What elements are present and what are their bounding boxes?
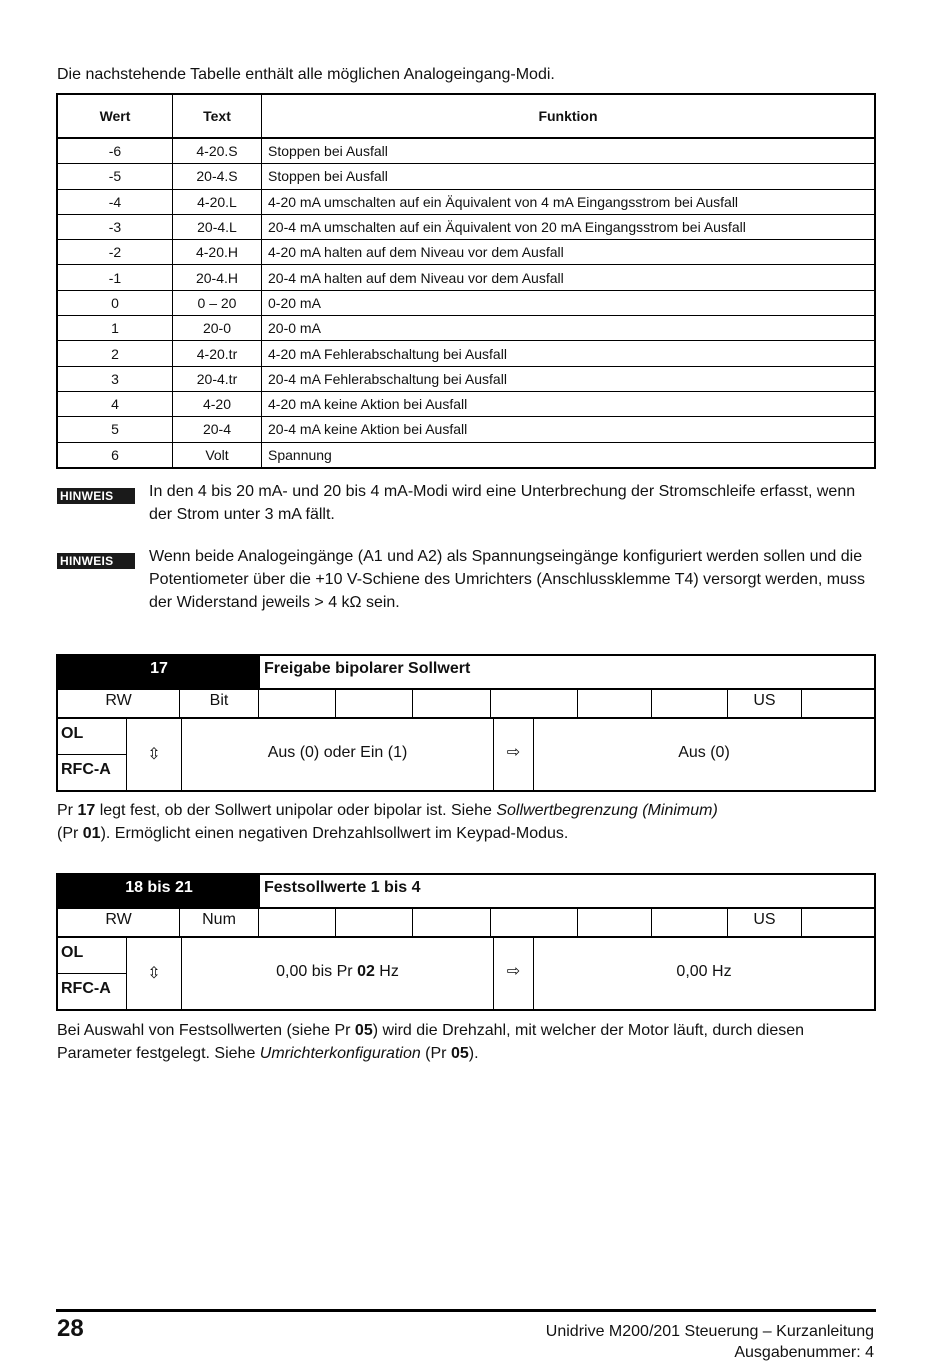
text-cell: 4-20.L bbox=[173, 189, 262, 214]
page-number: 28 bbox=[57, 1315, 84, 1342]
table-row bbox=[57, 290, 875, 315]
value-cell: 4 bbox=[57, 391, 173, 416]
table-row bbox=[57, 240, 875, 265]
empty-cell bbox=[413, 909, 491, 936]
empty-cell bbox=[259, 690, 336, 717]
note-badge: HINWEIS bbox=[57, 488, 135, 504]
parameter-box-17 bbox=[56, 654, 876, 792]
range-cell: Aus (0) oder Ein (1) bbox=[182, 719, 494, 790]
value-cell: -2 bbox=[57, 240, 173, 265]
function-cell: Stoppen bei Ausfall bbox=[262, 138, 876, 164]
table-row bbox=[57, 214, 875, 239]
param-ref: 02 bbox=[357, 963, 375, 980]
text-cell: 4-20.H bbox=[173, 240, 262, 265]
col-funktion: Funktion bbox=[262, 94, 876, 138]
table-row bbox=[57, 417, 875, 442]
empty-cell bbox=[652, 909, 728, 936]
col-wert: Wert bbox=[57, 94, 173, 138]
default-cell: Aus (0) bbox=[678, 744, 730, 761]
value-cell: 6 bbox=[57, 442, 173, 468]
mode-ol: OL bbox=[58, 719, 126, 755]
param-ref: 05 bbox=[450, 1045, 469, 1062]
table-row bbox=[57, 164, 875, 189]
text-cell: 20-4.H bbox=[173, 265, 262, 290]
text-cell: 20-4.S bbox=[173, 164, 262, 189]
text-cell: 20-0 bbox=[173, 316, 262, 341]
value-cell: -3 bbox=[57, 214, 173, 239]
function-cell: 20-4 mA halten auf dem Niveau vor dem Ausfall bbox=[262, 265, 876, 290]
text: ) wird die Drehzahl, mit welcher der Motor läuft, durch diesen Parameter festgelegt. Siehe bbox=[57, 1022, 805, 1062]
footer-info bbox=[546, 1321, 874, 1363]
function-cell: 4-20 mA halten auf dem Niveau vor dem Ausfall bbox=[262, 240, 876, 265]
value-cell: 0 bbox=[57, 290, 173, 315]
function-cell: 4-20 mA keine Aktion bei Ausfall bbox=[262, 391, 876, 416]
parameter-number: 18 bis 21 bbox=[58, 875, 260, 907]
empty-cell bbox=[652, 690, 728, 717]
text-cell: 4-20.S bbox=[173, 138, 262, 164]
function-cell: 20-4 mA Fehlerabschaltung bei Ausfall bbox=[262, 366, 876, 391]
value-cell: -1 bbox=[57, 265, 173, 290]
text: (Pr bbox=[420, 1045, 451, 1062]
value-cell: -6 bbox=[57, 138, 173, 164]
param-ref: 01 bbox=[82, 825, 101, 842]
function-cell: 20-4 mA keine Aktion bei Ausfall bbox=[262, 417, 876, 442]
empty-cell bbox=[578, 909, 652, 936]
parameter-title: Freigabe bipolarer Sollwert bbox=[264, 660, 471, 677]
param18-description bbox=[57, 1019, 877, 1065]
mode-labels bbox=[58, 719, 127, 790]
table-row bbox=[57, 316, 875, 341]
value-cell: 1 bbox=[57, 316, 173, 341]
mode-ol: OL bbox=[58, 938, 126, 974]
text-cell: 0 – 20 bbox=[173, 290, 262, 315]
empty-cell bbox=[802, 690, 874, 717]
text: Bei Auswahl von Festsollwerten (siehe Pr bbox=[57, 1022, 355, 1039]
table-header-row bbox=[57, 94, 875, 138]
text-cell: 4-20.tr bbox=[173, 341, 262, 366]
table-row bbox=[57, 265, 875, 290]
value-cell: -5 bbox=[57, 164, 173, 189]
note-text: In den 4 bis 20 mA- und 20 bis 4 mA-Modi wird eine Unterbrechung der Stromschleife erfasst, wenn der Strom unter 3 mA fällt. bbox=[149, 483, 856, 523]
param-ref: 05 bbox=[354, 1022, 373, 1039]
empty-cell bbox=[578, 690, 652, 717]
text: ). Ermöglicht einen negativen Drehzahlsollwert im Keypad-Modus. bbox=[100, 825, 569, 842]
flag-cell: US bbox=[728, 690, 802, 717]
mode-rfc-a: RFC-A bbox=[61, 761, 111, 778]
note-badge: HINWEIS bbox=[57, 553, 135, 569]
right-arrow-icon: ⇨ bbox=[494, 719, 534, 790]
text-cell: Volt bbox=[173, 442, 262, 468]
function-cell: 0-20 mA bbox=[262, 290, 876, 315]
parameter-title: Festsollwerte 1 bis 4 bbox=[264, 879, 421, 896]
function-cell: 20-0 mA bbox=[262, 316, 876, 341]
up-down-arrow-icon: ⇳ bbox=[127, 938, 182, 1009]
access-cell: RW bbox=[58, 690, 180, 717]
text: 0,00 bis Pr bbox=[276, 963, 358, 980]
text: Pr bbox=[57, 802, 78, 819]
table-row bbox=[57, 341, 875, 366]
table-row bbox=[57, 138, 875, 164]
mode-labels bbox=[58, 938, 127, 1009]
empty-cell bbox=[413, 690, 491, 717]
text-cell: 20-4.L bbox=[173, 214, 262, 239]
text-cell: 20-4 bbox=[173, 417, 262, 442]
value-cell: 5 bbox=[57, 417, 173, 442]
text: legt fest, ob der Sollwert unipolar oder bipolar ist. Siehe bbox=[95, 802, 497, 819]
text-cell: 20-4.tr bbox=[173, 366, 262, 391]
param17-description bbox=[57, 799, 877, 845]
table-row bbox=[57, 442, 875, 468]
col-text: Text bbox=[173, 94, 262, 138]
empty-cell bbox=[259, 909, 336, 936]
intro-text: Die nachstehende Tabelle enthält alle möglichen Analogeingang-Modi. bbox=[57, 66, 555, 83]
value-cell: -4 bbox=[57, 189, 173, 214]
cross-reference: Sollwertbegrenzung (Minimum) bbox=[496, 802, 718, 819]
mode-rfc-a: RFC-A bbox=[61, 980, 111, 997]
function-cell: 20-4 mA umschalten auf ein Äquivalent von 20 mA Eingangsstrom bei Ausfall bbox=[262, 214, 876, 239]
value-cell: 2 bbox=[57, 341, 173, 366]
document-title: Unidrive M200/201 Steuerung – Kurzanleitung bbox=[545, 1323, 874, 1340]
table-row bbox=[57, 391, 875, 416]
empty-cell bbox=[491, 690, 578, 717]
footer-divider bbox=[56, 1309, 876, 1312]
parameter-box-18-21 bbox=[56, 873, 876, 1011]
default-cell: 0,00 Hz bbox=[676, 963, 732, 980]
param-ref: 17 bbox=[77, 802, 96, 819]
text: Hz bbox=[374, 963, 399, 980]
table-row bbox=[57, 189, 875, 214]
table-row bbox=[57, 366, 875, 391]
type-cell: Num bbox=[180, 909, 259, 936]
function-cell: 4-20 mA Fehlerabschaltung bei Ausfall bbox=[262, 341, 876, 366]
empty-cell bbox=[802, 909, 874, 936]
empty-cell bbox=[336, 909, 413, 936]
function-cell: Stoppen bei Ausfall bbox=[262, 164, 876, 189]
text: ). bbox=[468, 1045, 479, 1062]
function-cell: 4-20 mA umschalten auf ein Äquivalent von 4 mA Eingangsstrom bei Ausfall bbox=[262, 189, 876, 214]
range-cell bbox=[182, 938, 494, 1009]
flag-cell: US bbox=[728, 909, 802, 936]
parameter-number: 17 bbox=[58, 656, 260, 688]
up-down-arrow-icon: ⇳ bbox=[127, 719, 182, 790]
issue-number: Ausgabenummer: 4 bbox=[734, 1344, 874, 1361]
analog-modes-table bbox=[56, 93, 876, 469]
note-text: Wenn beide Analogeingänge (A1 und A2) als Spannungseingänge konfiguriert werden sollen und die Potentiometer über die +10 V-Schiene des Umrichters (Anschlussklemme T4) versorgt werden, muss der Widerstand jeweils > 4 kΩ sein. bbox=[149, 548, 866, 611]
text: (Pr bbox=[57, 825, 83, 842]
right-arrow-icon: ⇨ bbox=[494, 938, 534, 1009]
empty-cell bbox=[336, 690, 413, 717]
empty-cell bbox=[491, 909, 578, 936]
type-cell: Bit bbox=[180, 690, 259, 717]
access-cell: RW bbox=[58, 909, 180, 936]
function-cell: Spannung bbox=[262, 442, 876, 468]
text-cell: 4-20 bbox=[173, 391, 262, 416]
value-cell: 3 bbox=[57, 366, 173, 391]
cross-reference: Umrichterkonfiguration bbox=[259, 1045, 421, 1062]
